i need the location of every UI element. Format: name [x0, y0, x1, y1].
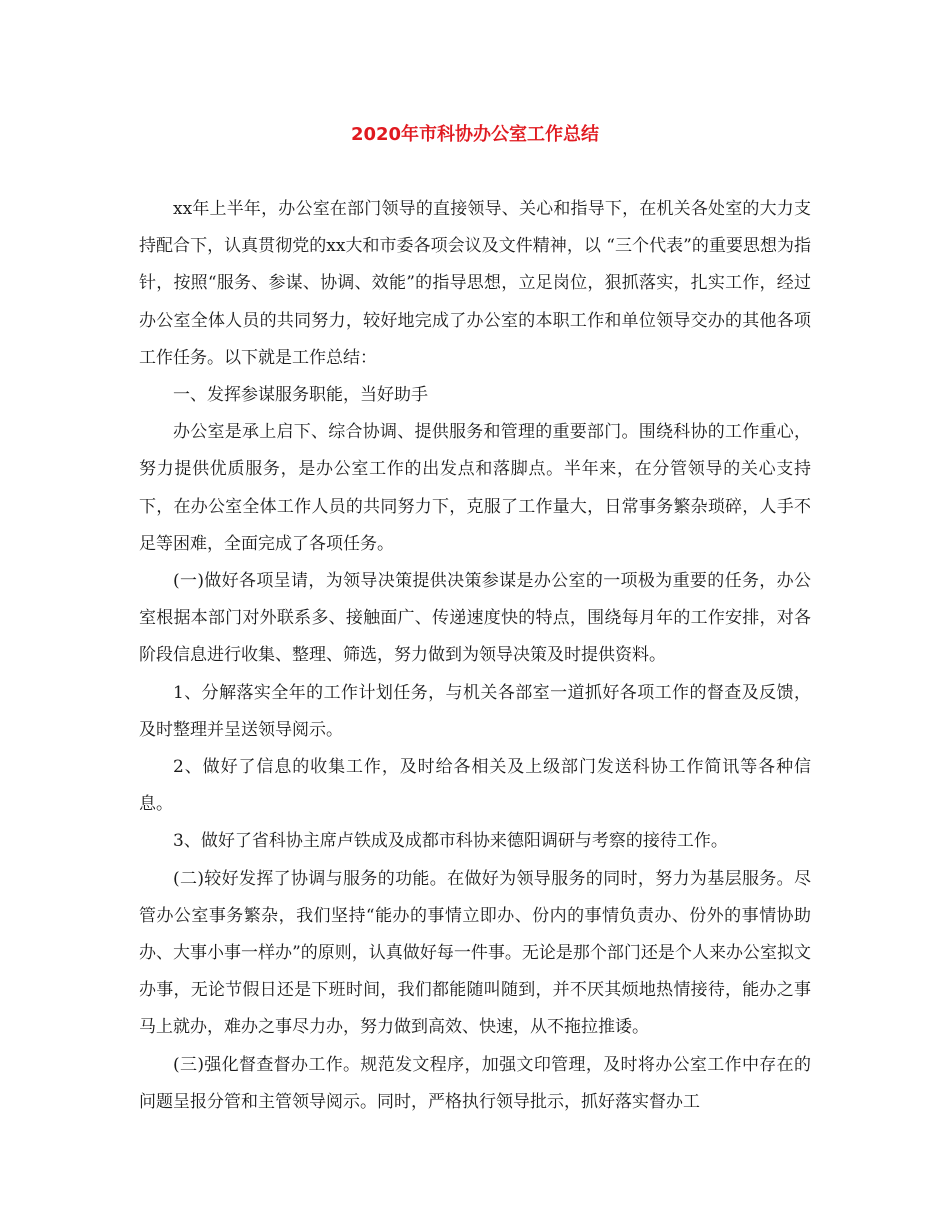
paragraph: xx年上半年，办公室在部门领导的直接领导、关心和指导下，在机关各处室的大力支持配合下，认真贯彻党的xx大和市委各项会议及文件精神，以 “三个代表”的重要思想为指针，按照“服务、参谋、协调、效能”的指导思想，立足岗位，狠抓落实，扎实工作，经过办公室全体人员的共同努力，较好地完成了办公室的本职工作和单位领导交办的其他各项工作任务。以下就是工作总结：: [139, 199, 811, 368]
paragraph: 办公室是承上启下、综合协调、提供服务和管理的重要部门。围绕科协的工作重心，努力提供优质服务，是办公室工作的出发点和落脚点。半年来，在分管领导的关心支持下，在办公室全体工作人员的共同努力下，克服了工作量大，日常事务繁杂琐碎，人手不足等困难，全面完成了各项任务。: [139, 422, 811, 554]
list-item: 3、做好了省科协主席卢铁成及成都市科协来德阳调研与考察的接待工作。: [173, 831, 728, 852]
document-body: [139, 191, 811, 1121]
list-item: 1、分解落实全年的工作计划任务，与机关各部室一道抓好各项工作的督查及反馈，及时整理并呈送领导阅示。: [139, 682, 811, 740]
paragraph: (三)强化督查督办工作。规范发文程序，加强文印管理，及时将办公室工作中存在的问题呈报分管和主管领导阅示。同时，严格执行领导批示，抓好落实督办工: [139, 1054, 811, 1112]
list-item: 2、做好了信息的收集工作，及时给各相关及上级部门发送科协工作简讯等各种信息。: [139, 757, 811, 815]
section-heading: 一、发挥参谋服务职能，当好助手: [173, 385, 428, 406]
document-title: 2020年市科协办公室工作总结: [350, 124, 600, 145]
paragraph: (二)较好发挥了协调与服务的功能。在做好为领导服务的同时，努力为基层服务。尽管办公室事务繁杂，我们坚持“能办的事情立即办、份内的事情负责办、份外的事情协助办、大事小事一样办”的原则，认真做好每一件事。无论是那个部门还是个人来办公室拟文办事，无论节假日还是下班时间，我们都能随叫随到，并不厌其烦地热情接待，能办之事马上就办，难办之事尽力办，努力做到高效、快速，从不拖拉推诿。: [139, 868, 811, 1038]
paragraph: (一)做好各项呈请，为领导决策提供决策参谋是办公室的一项极为重要的任务，办公室根据本部门对外联系多、接触面广、传递速度快的特点，围绕每月年的工作安排，对各阶段信息进行收集、整理、筛选，努力做到为领导决策及时提供资料。: [139, 571, 811, 666]
